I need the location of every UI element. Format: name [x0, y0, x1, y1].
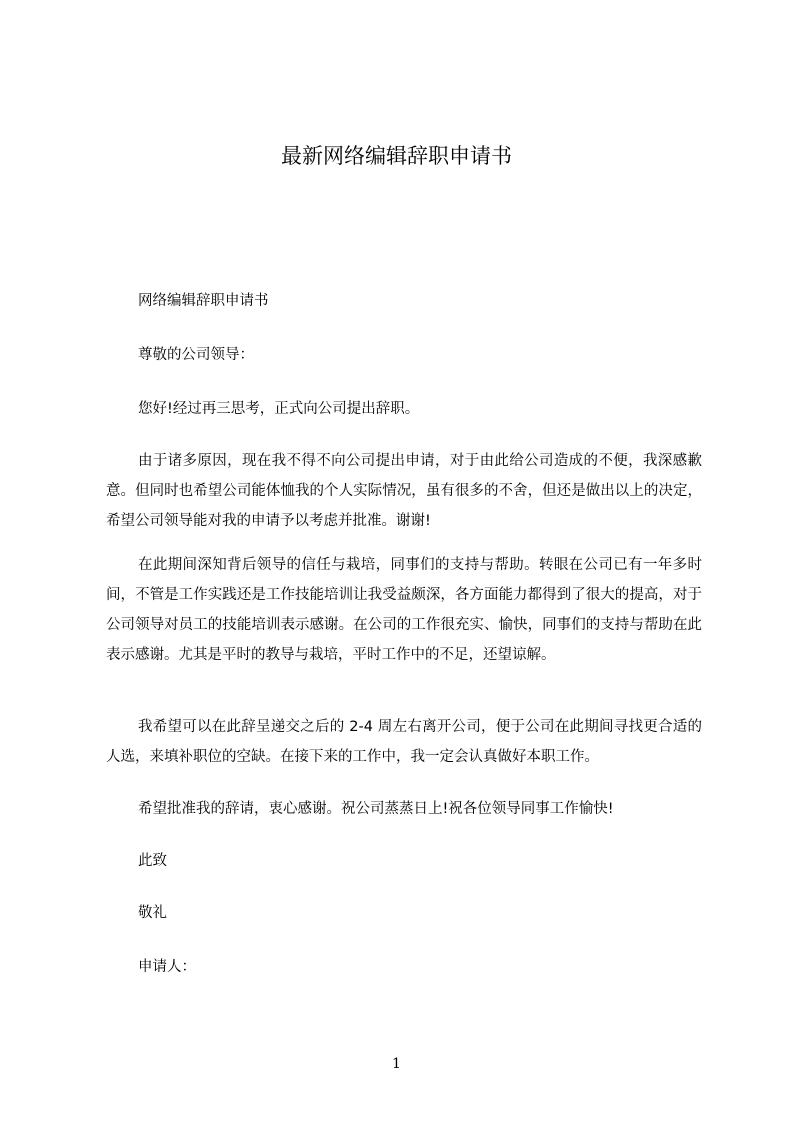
paragraph-gratitude: 在此期间深知背后领导的信任与栽培，同事们的支持与帮助。转眼在公司已有一年多时间，不管是工作实践还是工作技能培训让我受益颇深，各方面能力都得到了很大的提高，对于公司领导对员工的技能培训表示感谢。在公司的工作很充实、愉快，同事们的支持与帮助在此表示感谢。尤其是平时的教导与栽培，平时工作中的不足，还望谅解。: [106, 557, 702, 663]
document-title: 最新网络编辑辞职申请书: [281, 144, 512, 168]
heading-line: 网络编辑辞职申请书: [138, 293, 269, 309]
applicant-line: 申请人：: [138, 959, 196, 975]
paragraph-timeline: 我希望可以在此辞呈递交之后的 2-4 周左右离开公司，便于公司在此期间寻找更合适的人选，来填补职位的空缺。在接下来的工作中，我一定会认真做好本职工作。: [106, 719, 702, 765]
salutation: 尊敬的公司领导：: [138, 347, 254, 363]
paragraph-reason: 由于诸多原因，现在我不得不向公司提出申请，对于由此给公司造成的不便，我深感歉意。但同时也希望公司能体恤我的个人实际情况，虽有很多的不舍，但还是做出以上的决定，希望公司领导能对我的申请予以考虑并批准。谢谢!: [106, 453, 702, 529]
greeting: 您好!经过再三思考，正式向公司提出辞职。: [138, 401, 420, 417]
closing-wish: 希望批准我的辞请，衷心感谢。祝公司蒸蒸日上!祝各位领导同事工作愉快!: [138, 801, 614, 817]
closing-salute-2: 敬礼: [138, 905, 167, 921]
page-number: 1: [392, 1056, 401, 1072]
closing-salute-1: 此致: [138, 853, 167, 869]
